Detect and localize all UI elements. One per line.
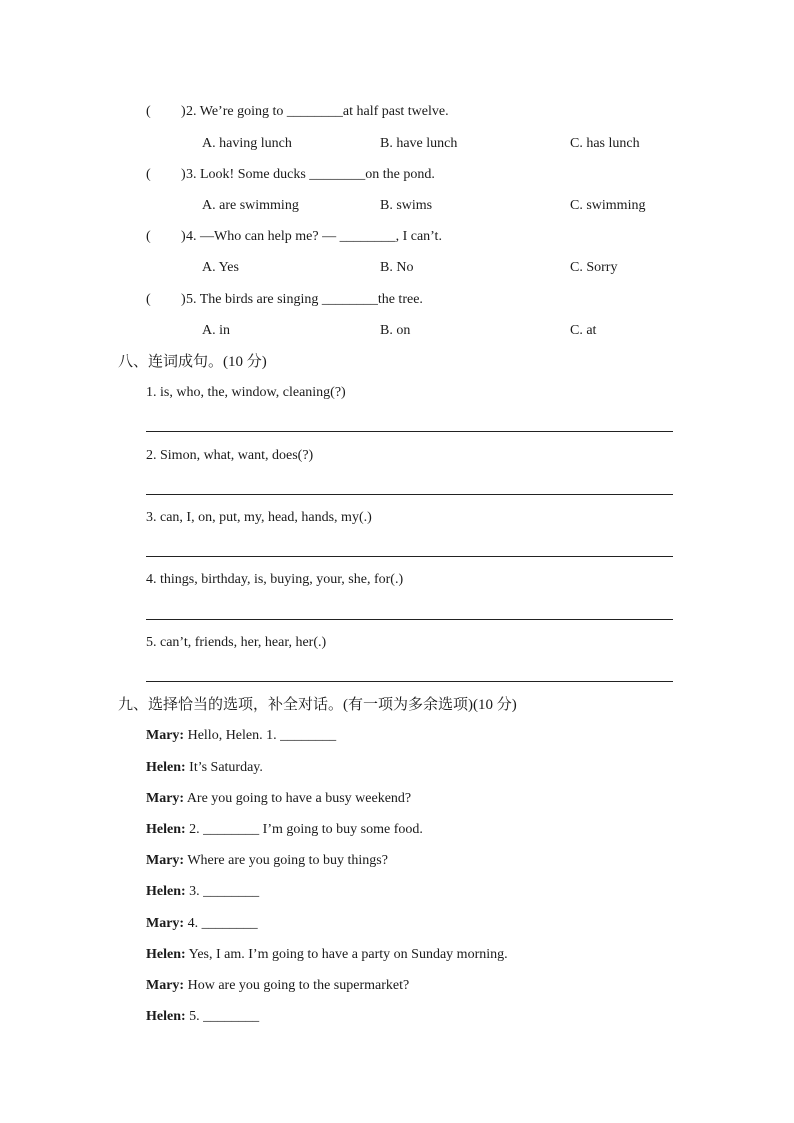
dialogue-line <box>146 915 258 933</box>
dialogue-text: How are you going to the supermarket? <box>184 978 410 993</box>
word-order-item-1: 1. is, who, the, window, cleaning(?) <box>146 385 346 400</box>
option-b: B. on <box>380 323 411 338</box>
speaker: Helen: <box>146 884 186 899</box>
option-c: C. at <box>570 323 597 338</box>
section-9-title: 九、选择恰当的选项，补全对话。(有一项为多余选项)(10 分) <box>118 697 517 713</box>
speaker: Helen: <box>146 947 186 962</box>
answer-paren-close: ) <box>181 229 186 244</box>
option-b: B. have lunch <box>380 136 458 151</box>
question-text: 2. We’re going to ________at half past twelve. <box>186 104 449 119</box>
dialogue-line <box>146 883 259 901</box>
speaker: Helen: <box>146 1009 186 1024</box>
dialogue-text: Where are you going to buy things? <box>184 853 388 868</box>
dialogue-line <box>146 727 336 745</box>
speaker: Mary: <box>146 916 185 931</box>
dialogue-line <box>146 759 263 777</box>
dialogue-text: Are you going to have a busy weekend? <box>184 791 412 806</box>
answer-line-3[interactable] <box>146 556 673 557</box>
speaker: Mary: <box>146 853 185 868</box>
word-order-item-2: 2. Simon, what, want, does(?) <box>146 448 314 463</box>
dialogue-text: 3. ________ <box>185 884 260 899</box>
question-text: 5. The birds are singing ________the tree. <box>186 292 423 307</box>
dialogue-line <box>146 790 411 808</box>
word-order-item-4: 4. things, birthday, is, buying, your, she, for(.) <box>146 572 404 587</box>
answer-paren-open: ( <box>146 104 151 119</box>
answer-line-1[interactable] <box>146 431 673 432</box>
speaker: Helen: <box>146 760 186 775</box>
dialogue-text: Yes, I am. I’m going to have a party on Sunday morning. <box>185 947 508 962</box>
option-a: A. having lunch <box>202 136 292 151</box>
dialogue-line <box>146 977 409 995</box>
dialogue-text: 2. ________ I’m going to buy some food. <box>185 822 423 837</box>
dialogue-text: It’s Saturday. <box>185 760 263 775</box>
answer-paren-close: ) <box>181 292 186 307</box>
option-a: A. are swimming <box>202 198 299 213</box>
question-text: 4. —Who can help me? — ________, I can’t. <box>186 229 442 244</box>
option-c: C. swimming <box>570 198 646 213</box>
answer-paren-open: ( <box>146 167 151 182</box>
answer-paren-close: ) <box>181 104 186 119</box>
section-8-title: 八、连词成句。(10 分) <box>118 354 267 370</box>
option-b: B. No <box>380 260 414 275</box>
answer-line-2[interactable] <box>146 494 673 495</box>
speaker: Helen: <box>146 822 186 837</box>
dialogue-line <box>146 821 423 839</box>
option-a: A. Yes <box>202 260 239 275</box>
option-c: C. Sorry <box>570 260 618 275</box>
answer-paren-open: ( <box>146 292 151 307</box>
answer-line-4[interactable] <box>146 619 673 620</box>
dialogue-text: 4. ________ <box>184 916 258 931</box>
option-b: B. swims <box>380 198 433 213</box>
speaker: Mary: <box>146 791 185 806</box>
word-order-item-5: 5. can’t, friends, her, hear, her(.) <box>146 635 327 650</box>
option-a: A. in <box>202 323 230 338</box>
dialogue-text: 5. ________ <box>185 1009 260 1024</box>
option-c: C. has lunch <box>570 136 640 151</box>
answer-paren-close: ) <box>181 167 186 182</box>
dialogue-line <box>146 1008 259 1026</box>
speaker: Mary: <box>146 728 185 743</box>
dialogue-line <box>146 946 508 964</box>
word-order-item-3: 3. can, I, on, put, my, head, hands, my(.) <box>146 510 372 525</box>
dialogue-text: Hello, Helen. 1. ________ <box>184 728 337 743</box>
speaker: Mary: <box>146 978 185 993</box>
question-text: 3. Look! Some ducks ________on the pond. <box>186 167 435 182</box>
answer-line-5[interactable] <box>146 681 673 682</box>
answer-paren-open: ( <box>146 229 151 244</box>
dialogue-line <box>146 852 388 870</box>
